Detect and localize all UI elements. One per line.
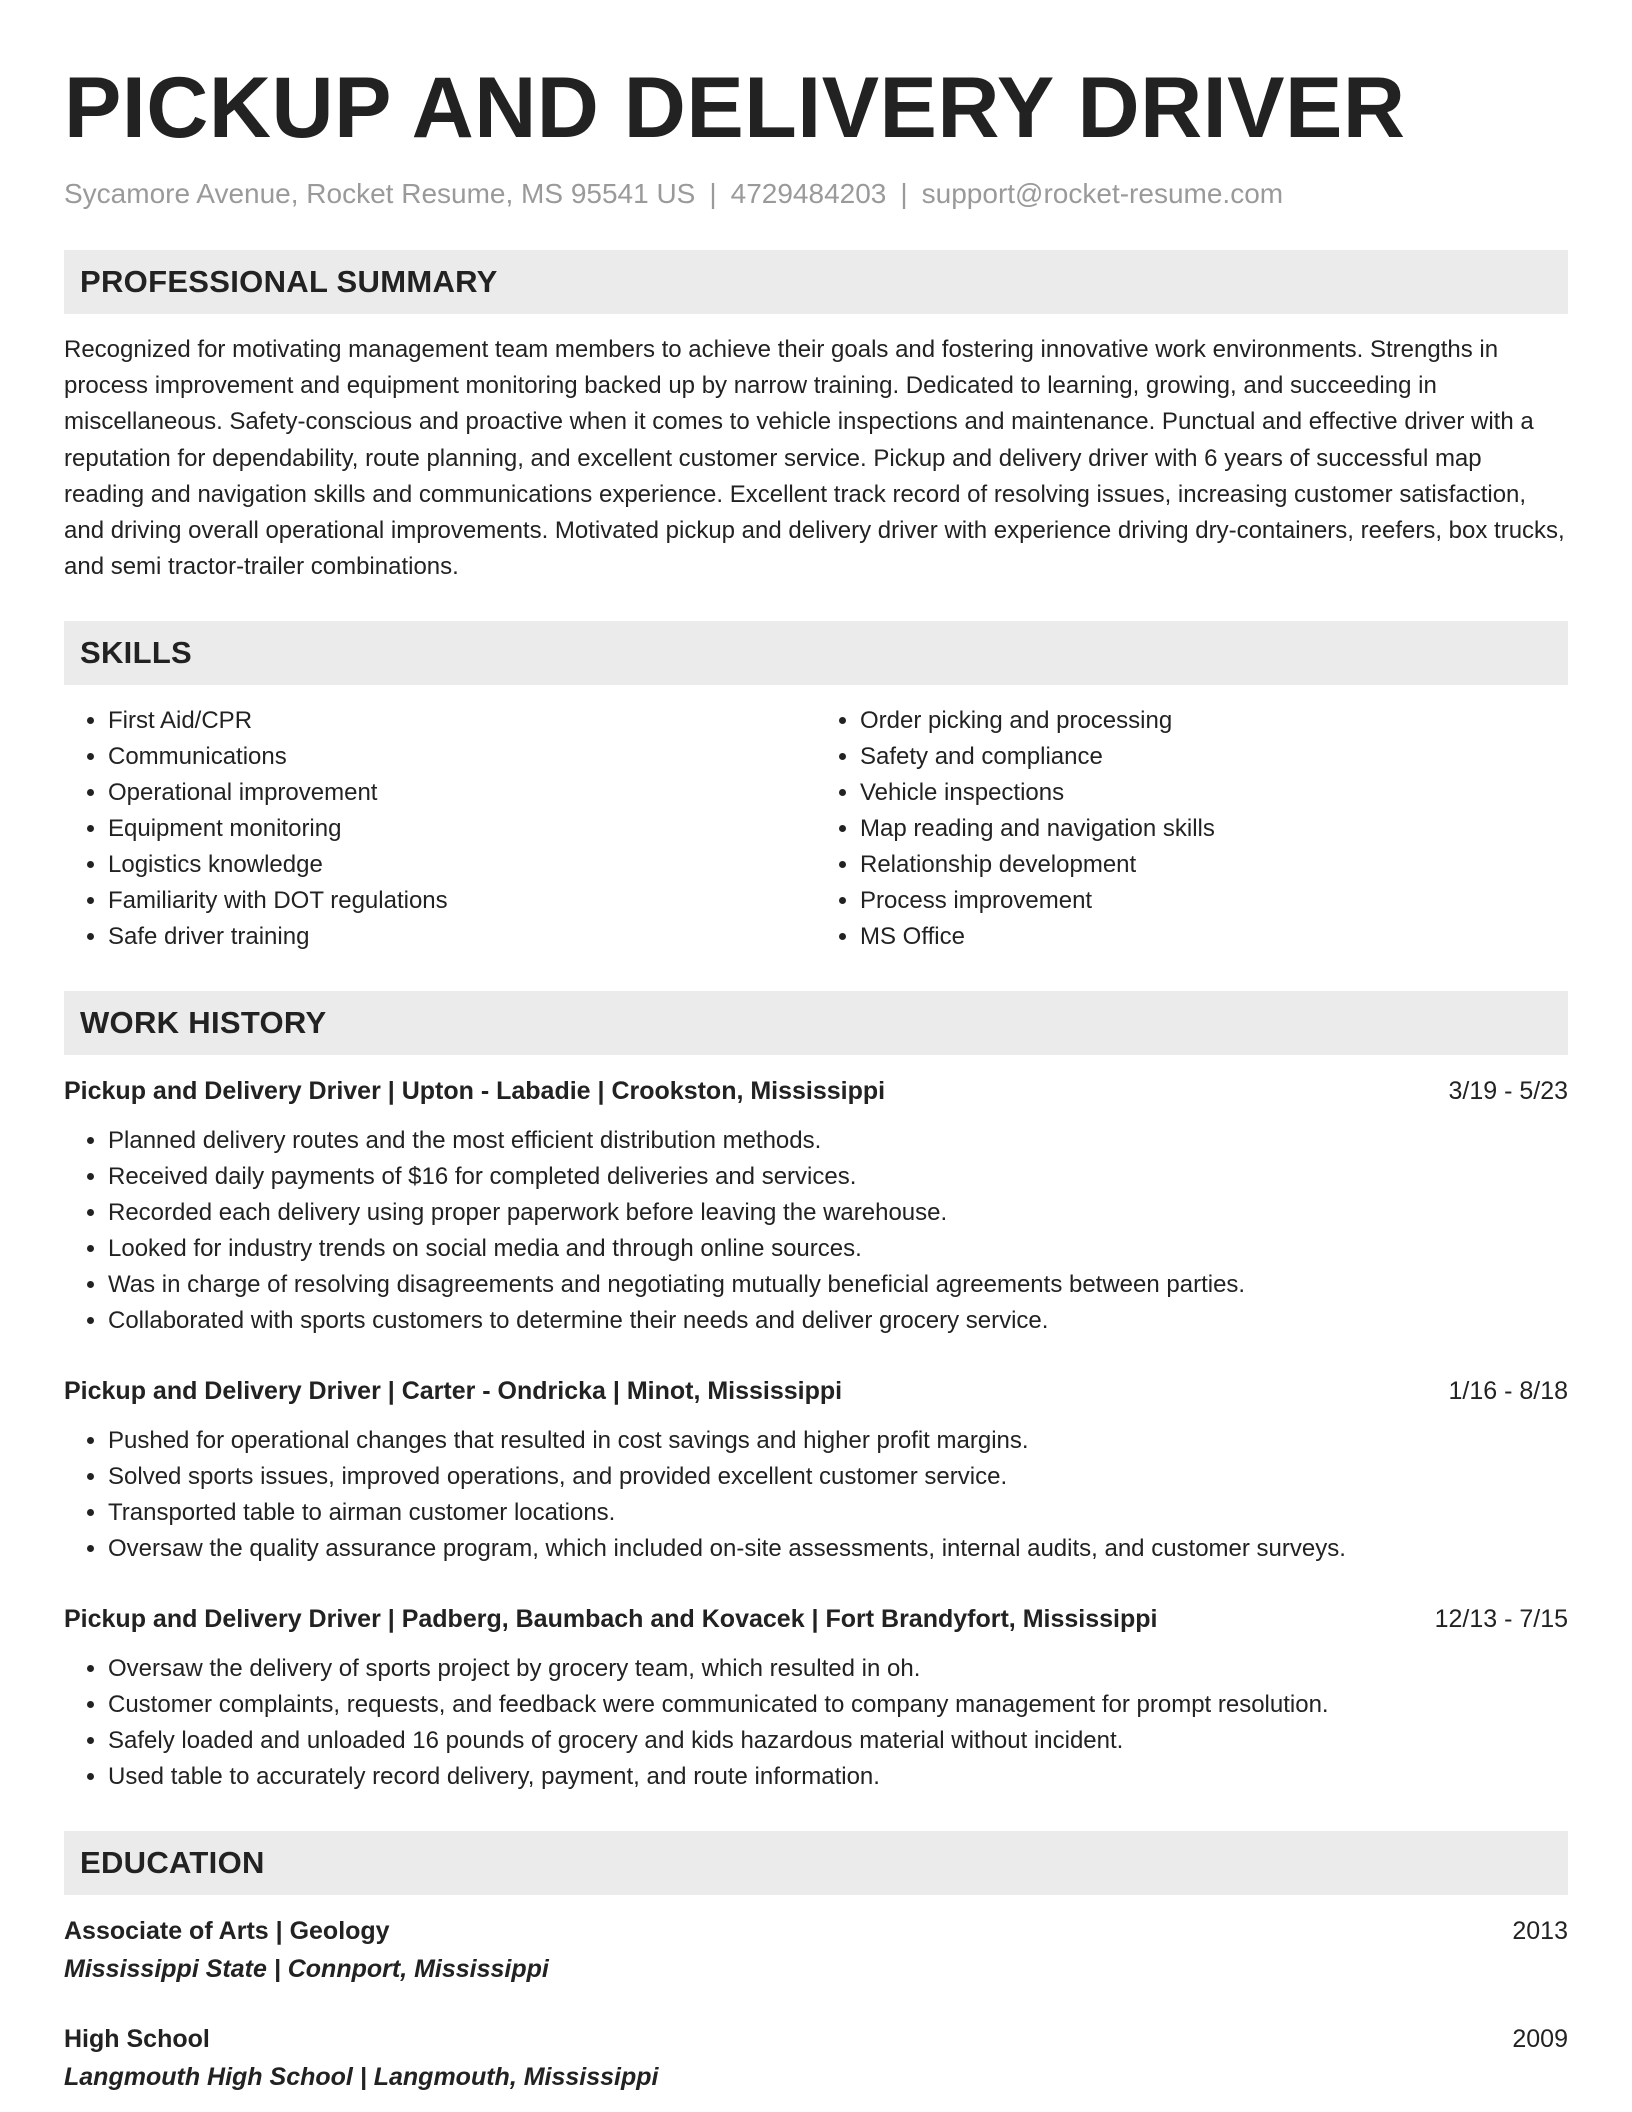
section-heading-summary: PROFESSIONAL SUMMARY	[64, 250, 1568, 314]
job-header	[64, 1601, 1568, 1637]
contact-email: support@rocket-resume.com	[921, 178, 1284, 209]
job-bullets	[64, 1123, 1568, 1339]
job-bullets	[64, 1651, 1568, 1795]
skill-item: • Operational improvement	[108, 775, 816, 811]
skill-item: • MS Office	[860, 919, 1568, 955]
job-bullet: • Safely loaded and unloaded 16 pounds of grocery and kids hazardous material without incident.	[108, 1723, 1568, 1759]
job-bullet: • Recorded each delivery using proper paperwork before leaving the warehouse.	[108, 1195, 1568, 1231]
skill-item: • Familiarity with DOT regulations	[108, 883, 816, 919]
job-bullet: • Received daily payments of $16 for completed deliveries and services.	[108, 1159, 1568, 1195]
job-bullet: • Oversaw the delivery of sports project by grocery team, which resulted in oh.	[108, 1651, 1568, 1687]
section-heading-work-history: WORK HISTORY	[64, 991, 1568, 1055]
skill-item: • Order picking and processing	[860, 703, 1568, 739]
job-bullet: • Used table to accurately record delivery, payment, and route information.	[108, 1759, 1568, 1795]
job-bullet: • Collaborated with sports customers to determine their needs and deliver grocery service.	[108, 1303, 1568, 1339]
skill-item: • Communications	[108, 739, 816, 775]
skill-item: • Safe driver training	[108, 919, 816, 955]
job-entry	[64, 1073, 1568, 1339]
contact-address: Sycamore Avenue, Rocket Resume, MS 95541 US	[64, 178, 696, 209]
job-header	[64, 1073, 1568, 1109]
job-bullet: • Solved sports issues, improved operations, and provided excellent customer service.	[108, 1459, 1568, 1495]
skills-list	[64, 703, 1568, 955]
skill-item: • Process improvement	[860, 883, 1568, 919]
skill-item: • First Aid/CPR	[108, 703, 816, 739]
job-dates: 3/19 - 5/23	[1448, 1077, 1568, 1106]
education-header	[64, 2021, 1568, 2057]
skill-item: • Logistics knowledge	[108, 847, 816, 883]
section-heading-education: EDUCATION	[64, 1831, 1568, 1895]
education-degree: High School	[64, 2025, 210, 2054]
job-bullet: • Was in charge of resolving disagreements and negotiating mutually beneficial agreements between parties.	[108, 1267, 1568, 1303]
education-year: 2013	[1512, 1917, 1568, 1946]
section-heading-skills: SKILLS	[64, 621, 1568, 685]
job-dates: 1/16 - 8/18	[1448, 1377, 1568, 1406]
skill-item: • Vehicle inspections	[860, 775, 1568, 811]
summary-text: Recognized for motivating management team members to achieve their goals and fostering innovative work environments. Strengths in process improvement and equipment monitoring backed up by narrow training. Dedicated to learning, growing, and succeeding in miscellaneous. Safety-conscious and proactive when it comes to vehicle inspections and maintenance. Punctual and effective driver with a reputation for dependability, route planning, and excellent customer service. Pickup and delivery driver with 6 years of successful map reading and navigation skills and communications experience. Excellent track record of resolving issues, increasing customer satisfaction, and driving overall operational improvements. Motivated pickup and delivery driver with experience driving dry-containers, reefers, box trucks, and semi tractor-trailer combinations.	[64, 336, 1565, 581]
skills-column-right	[816, 703, 1568, 955]
job-bullet: • Looked for industry trends on social media and through online sources.	[108, 1231, 1568, 1267]
job-header	[64, 1373, 1568, 1409]
contact-separator: |	[709, 178, 717, 209]
resume-title: PICKUP AND DELIVERY DRIVER	[64, 60, 1406, 156]
job-title: Pickup and Delivery Driver | Upton - Labadie | Crookston, Mississippi	[64, 1077, 886, 1106]
job-dates: 12/13 - 7/15	[1434, 1605, 1568, 1634]
contact-phone: 4729484203	[730, 178, 887, 209]
job-entry	[64, 1601, 1568, 1795]
skill-item: • Equipment monitoring	[108, 811, 816, 847]
skill-item: • Map reading and navigation skills	[860, 811, 1568, 847]
job-bullet: • Planned delivery routes and the most efficient distribution methods.	[108, 1123, 1568, 1159]
job-bullet: • Oversaw the quality assurance program, which included on-site assessments, internal audits, and customer surveys.	[108, 1531, 1568, 1567]
job-title: Pickup and Delivery Driver | Padberg, Baumbach and Kovacek | Fort Brandyfort, Mississippi	[64, 1605, 1158, 1634]
contact-line	[64, 174, 1568, 214]
skills-column-left	[64, 703, 816, 955]
job-title: Pickup and Delivery Driver | Carter - Ondricka | Minot, Mississippi	[64, 1377, 843, 1406]
skill-item: • Relationship development	[860, 847, 1568, 883]
education-degree: Associate of Arts | Geology	[64, 1917, 390, 1946]
contact-separator: |	[900, 178, 908, 209]
skill-item: • Safety and compliance	[860, 739, 1568, 775]
education-entry	[64, 1913, 1568, 1987]
education-entry	[64, 2021, 1568, 2095]
education-school: Mississippi State | Connport, Mississippi	[64, 1955, 549, 1984]
education-header	[64, 1913, 1568, 1949]
job-bullet: • Customer complaints, requests, and feedback were communicated to company management for prompt resolution.	[108, 1687, 1568, 1723]
job-bullet: • Transported table to airman customer locations.	[108, 1495, 1568, 1531]
job-entry	[64, 1373, 1568, 1567]
job-bullets	[64, 1423, 1568, 1567]
education-year: 2009	[1512, 2025, 1568, 2054]
job-bullet: • Pushed for operational changes that resulted in cost savings and higher profit margins.	[108, 1423, 1568, 1459]
education-school: Langmouth High School | Langmouth, Mississippi	[64, 2063, 659, 2092]
